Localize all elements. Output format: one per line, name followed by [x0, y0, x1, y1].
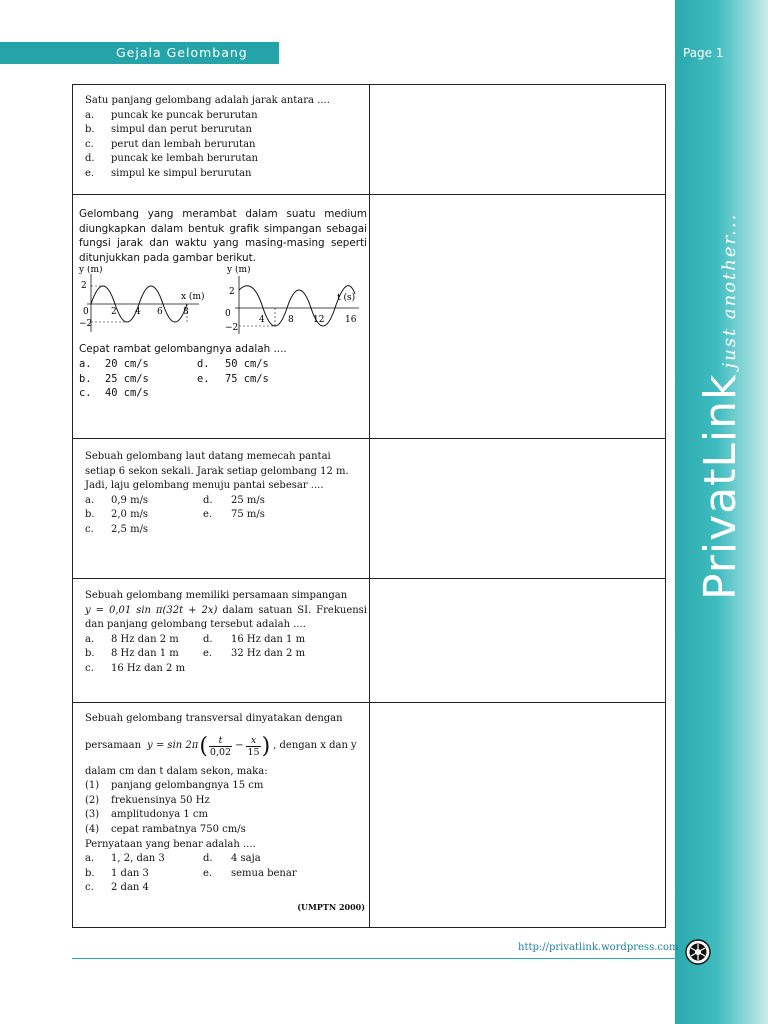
footer-url-link[interactable]: http://privatlink.wordpress.com: [518, 942, 679, 953]
graph1-tick: 8: [183, 307, 189, 318]
question-stem-1: Sebuah gelombang transversal dinyatakan dengan: [85, 713, 343, 724]
statement: (2) frekuensinya 50 Hz: [85, 794, 210, 806]
option-row-3: c. 2 dan 4: [85, 882, 149, 894]
option-row-2: b. 25 cm/s e. 75 cm/s: [79, 372, 269, 385]
graph2-ymax: 2: [229, 287, 235, 298]
row-divider: [73, 194, 665, 195]
option-d: d. puncak ke lembah berurutan: [85, 153, 259, 165]
option-row-3: c. 16 Hz dan 2 m: [85, 662, 186, 674]
question-1: [85, 94, 367, 182]
question-prompt: Cepat rambat gelombangnya adalah ....: [79, 343, 287, 356]
graph2-tick: 8: [288, 315, 294, 326]
graph1-ymin: −2: [79, 319, 93, 330]
frac2-den: 15: [247, 747, 260, 759]
question-3: [85, 450, 353, 538]
graph-displacement-vs-x: [79, 266, 205, 332]
option-c: c. perut dan lembah berurutan: [85, 138, 256, 150]
option-row-2: b. 1 dan 3 e. semua benar: [85, 867, 297, 879]
brand-name: PrivatLink: [695, 373, 746, 600]
page-number: Page 1: [683, 46, 724, 60]
graph2-ylabel: y (m): [227, 266, 251, 276]
wave-graphs: [79, 266, 369, 342]
equation: y = 0,01 sin π(32t + 2x): [85, 604, 218, 616]
graph2-tick: 12: [313, 315, 325, 326]
option-row-3: c. 40 cm/s: [79, 387, 149, 400]
question-4: [85, 589, 367, 677]
question-stem: Gelombang yang merambat dalam suatu medium diungkapkan dalam bentuk grafik simpangan sebagai fungsi jarak dan waktu yang masing-masing seperti ditunjukkan pada gambar berikut.: [79, 208, 367, 264]
graph1-xlabel: x (m): [181, 292, 205, 303]
option-b: b. simpul dan perut berurutan: [85, 124, 252, 136]
graph2-origin: 0: [225, 309, 231, 320]
source-citation: (UMPTN 2000): [297, 901, 365, 912]
brand-watermark: [695, 213, 746, 600]
frac2-num: x: [250, 735, 257, 747]
footer-rule: [72, 958, 676, 959]
statement: (4) cepat rambatnya 750 cm/s: [85, 823, 246, 835]
question-stem-2: dalam cm dan t dalam sekon, maka:: [85, 765, 268, 777]
graph2-tick: 4: [259, 315, 265, 326]
graph2-xlabel: t (s): [337, 293, 356, 304]
equation-line: persamaan y = sin 2π ( $\frac{t}{0,02}$ − $\frac{x}{15}$ ) , dengan x dan y: [85, 733, 357, 759]
option-row-2: b. 8 Hz dan 1 m e. 32 Hz dan 2 m: [85, 648, 306, 660]
graph1-origin: 0: [83, 307, 89, 318]
row-divider: [73, 702, 665, 703]
question-table: [72, 84, 666, 928]
graph1-tick: 4: [135, 307, 141, 318]
graph-displacement-vs-t: [225, 266, 359, 334]
globe-logo-icon: [685, 939, 711, 965]
frac1-den: 0,02: [209, 747, 232, 759]
question-stem-2: dalam satuan SI. Frekuensi dan panjang gelombang tersebut adalah ....: [85, 604, 368, 631]
option-row-3: c. 2,5 m/s: [85, 523, 149, 535]
frac1-num: t: [218, 735, 223, 747]
graph1-tick: 6: [157, 307, 163, 318]
row-divider: [73, 438, 665, 439]
graph2-ymin: −2: [225, 323, 239, 334]
option-a: a. puncak ke puncak berurutan: [85, 109, 258, 121]
question-prompt: Pernyataan yang benar adalah ....: [85, 838, 256, 850]
equation-lhs: y = sin 2π: [147, 740, 199, 752]
question-2: [79, 207, 367, 401]
statement: (3) amplitudonya 1 cm: [85, 809, 208, 821]
option-row-2: b. 2,0 m/s e. 75 m/s: [85, 509, 265, 521]
question-stem: Satu panjang gelombang adalah jarak antara ....: [85, 95, 330, 106]
option-row-1: a. 20 cm/s d. 50 cm/s: [79, 357, 269, 370]
question-stem: Sebuah gelombang laut datang memecah pantai setiap 6 sekon sekali. Jarak setiap gelombang 12 m. Jadi, laju gelombang menuju pantai sebesar ....: [85, 451, 349, 492]
option-row-1: a. 8 Hz dan 2 m d. 16 Hz dan 1 m: [85, 633, 306, 645]
brand-tagline: just another...: [719, 212, 740, 369]
question-stem-1: Sebuah gelombang memiliki persamaan simpangan: [85, 590, 348, 601]
graph1-ylabel: y (m): [79, 266, 103, 276]
option-row-1: a. 1, 2, dan 3 d. 4 saja: [85, 853, 261, 865]
option-row-1: a. 0,9 m/s d. 25 m/s: [85, 494, 265, 506]
column-divider: [369, 85, 370, 927]
statement: (1) panjang gelombangnya 15 cm: [85, 780, 264, 792]
graph2-tick: 16: [345, 315, 357, 326]
option-e: e. simpul ke simpul berurutan: [85, 167, 252, 179]
graph1-ymax: 2: [81, 281, 87, 292]
page-title: Gejala Gelombang: [116, 45, 248, 60]
question-5: [85, 712, 367, 912]
row-divider: [73, 578, 665, 579]
graph1-tick: 2: [111, 307, 117, 318]
